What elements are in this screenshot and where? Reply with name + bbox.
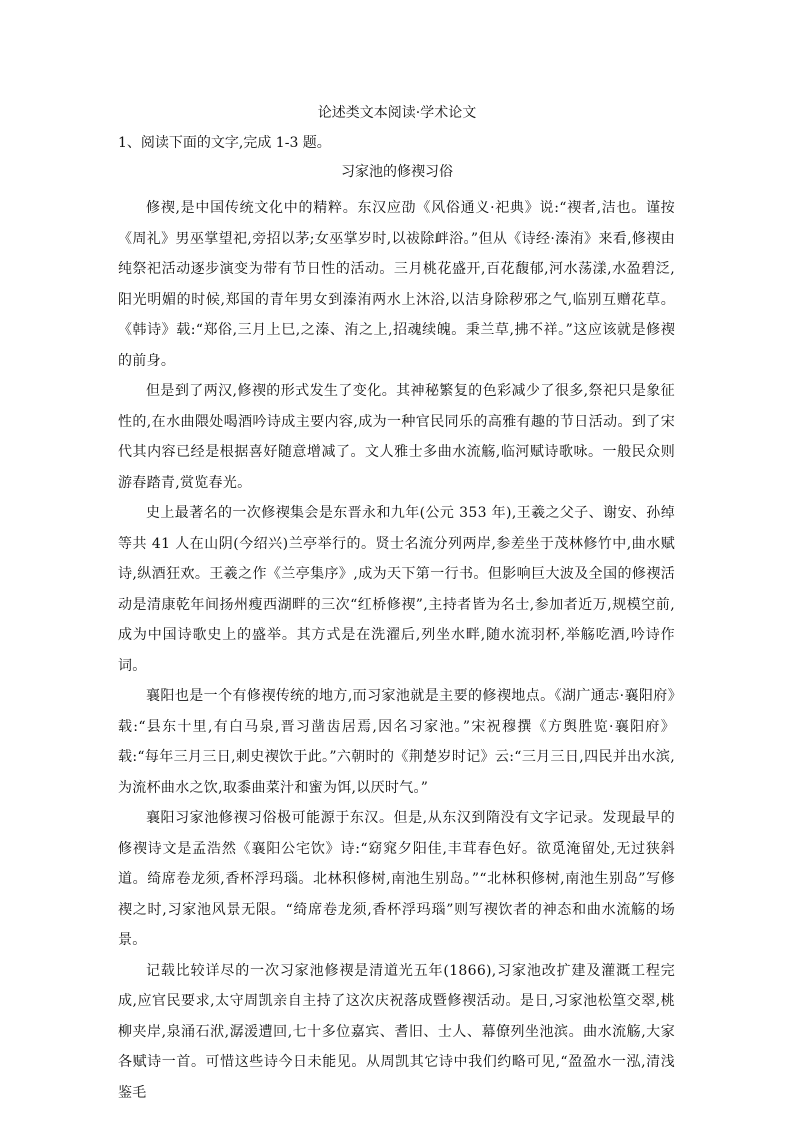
- paragraph: 史上最著名的一次修禊集会是东晋永和九年(公元 353 年),王羲之父子、谢安、孙绰等共 41 人在山阴(今绍兴)兰亭举行的。贤士名流分列两岸,参差坐于茂林修竹中,曲水赋诗,纵酒狂欢。王羲之作《兰亭集序》,成为天下第一行书。但影响巨大波及全国的修禊活动是清康乾年间扬州瘦西湖畔的三次“红桥修禊”,主持者皆为名士,参加者近万,规模空前,成为中国诗歌史上的盛举。其方式是在洗濯后,列坐水畔,随水流羽杯,举觞吃酒,吟诗作词。: [118, 505, 675, 674]
- article-title: 习家池的修禊习俗: [341, 164, 453, 180]
- paragraph: 襄阳也是一个有修禊传统的地方,而习家池就是主要的修禊地点。《湖广通志·襄阳府》载:“县东十里,有白马泉,晋习凿齿居焉,因名习家池。”宋祝穆撰《方舆胜览·襄阳府》载:“每年三月三日,刺史禊饮于此。”六朝时的《荆楚岁时记》云:“三月三日,四民并出水滨,为流杯曲水之饮,取黍曲菜汁和蜜为饵,以厌时气。”: [118, 688, 676, 796]
- paragraph: 记载比较详尽的一次习家池修禊是清道光五年(1866),习家池改扩建及灌溉工程完成,应官民要求,太守周凯亲自主持了这次庆祝落成暨修禊活动。是日,习家池松篁交翠,桃柳夹岸,泉涌石洑,潺湲遭回,七十多位嘉宾、耆旧、士人、幕僚列坐池滨。曲水流觞,大家各赋诗一首。可惜这些诗今日未能见。从周凯其它诗中我们约略可见,“盈盈水一泓,清浅鉴毛: [118, 962, 675, 1101]
- article-body: [118, 193, 675, 1108]
- question-instruction: 1、阅读下面的文字,完成 1-3 题。: [118, 135, 331, 151]
- paragraph: 修禊,是中国传统文化中的精粹。东汉应劭《风俗通义·祀典》说:“禊者,洁也。谨按《周礼》男巫掌望祀,旁招以茅;女巫掌岁时,以祓除衅浴。”但从《诗经·溱洧》来看,修禊由纯祭祀活动逐步演变为带有节日性的活动。三月桃花盛开,百花馥郁,河水荡漾,水盈碧泛,阳光明媚的时候,郑国的青年男女到溱洧两水上沐浴,以洁身除秽邪之气,临别互赠花草。《韩诗》载:“郑俗,三月上巳,之溱、洧之上,招魂续魄。秉兰草,拂不祥。”这应该就是修禊的前身。: [118, 200, 675, 369]
- document-title: 论述类文本阅读·学术论文: [317, 105, 477, 121]
- paragraph: 但是到了两汉,修禊的形式发生了变化。其神秘繁复的色彩减少了很多,祭祀只是象征性的,在水曲隈处喝酒吟诗成主要内容,成为一种官民同乐的高雅有趣的节日活动。到了宋代其内容已经是根据喜好随意增减了。文人雅士多曲水流觞,临河赋诗歌咏。一般民众则游春踏青,赏览春光。: [118, 383, 675, 491]
- paragraph: 襄阳习家池修禊习俗极可能源于东汉。但是,从东汉到隋没有文字记录。发现最早的修禊诗文是孟浩然《襄阳公宅饮》诗:“窈窕夕阳佳,丰茸春色好。欲觅淹留处,无过狭斜道。绮席卷龙须,香杯浮玛瑙。北林积修树,南池生别岛。”“北林积修树,南池生别岛”写修禊之时,习家池风景无限。“绮席卷龙须,香杯浮玛瑙”则写禊饮者的神态和曲水流觞的场景。: [118, 810, 675, 948]
